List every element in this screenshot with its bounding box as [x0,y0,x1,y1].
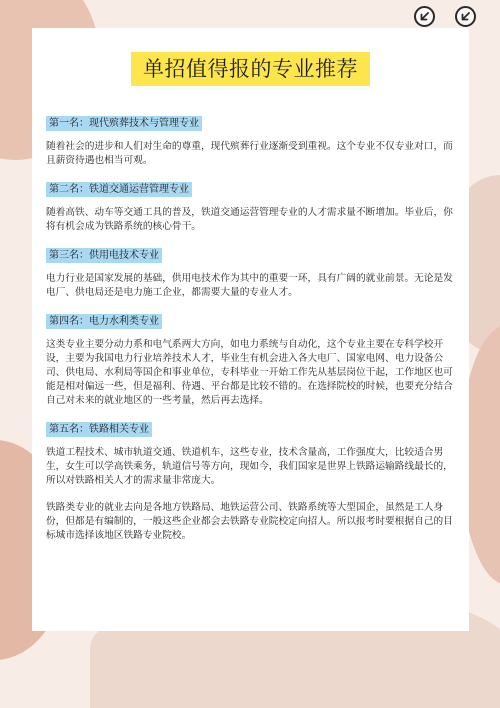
page-title: 单招值得报的专业推荐 [131,52,370,86]
section-paragraph: 铁路类专业的就业去向是各地方铁路局、地铁运营公司、铁路系统等大型国企，虽然是工人身份，但都是有编制的，一般这些企业都会去铁路专业院校定向招人。所以报考时要根据自己的目标城市选择该地区铁路专业院校。 [46,502,453,541]
section-heading: 第二名：铁道交通运营管理专业 [46,182,192,197]
section-heading: 第三名：供用电技术专业 [46,248,162,263]
section-1 [46,111,455,168]
section-heading: 第五名：铁路相关专业 [46,422,152,437]
section-paragraph: 铁道工程技术、城市轨道交通、铁道机车，这些专业，技术含量高，工作强度大，比较适合男生，女生可以学高铁乘务，轨道信号等方向，现如今，我们国家是世界上铁路运输路线最长的，所以对铁路相关人才的需求量非常庞大。 [46,447,453,486]
article-body [46,111,455,543]
section-paragraph: 随着高铁、动车等交通工具的普及，铁道交通运营管理专业的人才需求量不断增加。毕业后，你将有机会成为铁路系统的核心骨干。 [46,207,453,232]
title-wrap [46,28,455,86]
section-5 [46,417,455,543]
section-paragraph: 随着社会的进步和人们对生命的尊重，现代殡葬行业逐渐受到重视。这个专业不仅专业对口，而且薪资待遇也相当可观。 [46,141,453,166]
section-2 [46,177,455,234]
section-3 [46,243,455,300]
top-icon-bar [414,6,476,27]
section-heading: 第一名：现代殡葬技术与管理专业 [46,116,202,131]
section-paragraph: 这类专业主要分动力系和电气系两大方向，如电力系统与自动化，这个专业主要在专科学校开设，主要为我国电力行业培养技术人才，毕业生有机会进入各大电厂、国家电网、电力设备公司、供电局、水利局等国企和事业单位，专科毕业一开始工作先从基层岗位干起，工作地区也可能是相对偏远一些，但是福利、待遇、平台都是比较不错的。在选择院校的时候，也要充分结合自己对未来的就业地区的一些考量，然后再去选择。 [46,339,453,406]
collapse-arrow-icon[interactable] [414,6,435,27]
section-4 [46,309,455,408]
collapse-arrow-icon[interactable] [455,6,476,27]
section-paragraph: 电力行业是国家发展的基础，供用电技术作为其中的重要一环，具有广阔的就业前景。无论是发电厂、供电局还是电力施工企业，都需要大量的专业人才。 [46,273,453,298]
section-heading: 第四名：电力水利类专业 [46,314,162,329]
article-card [32,28,469,631]
